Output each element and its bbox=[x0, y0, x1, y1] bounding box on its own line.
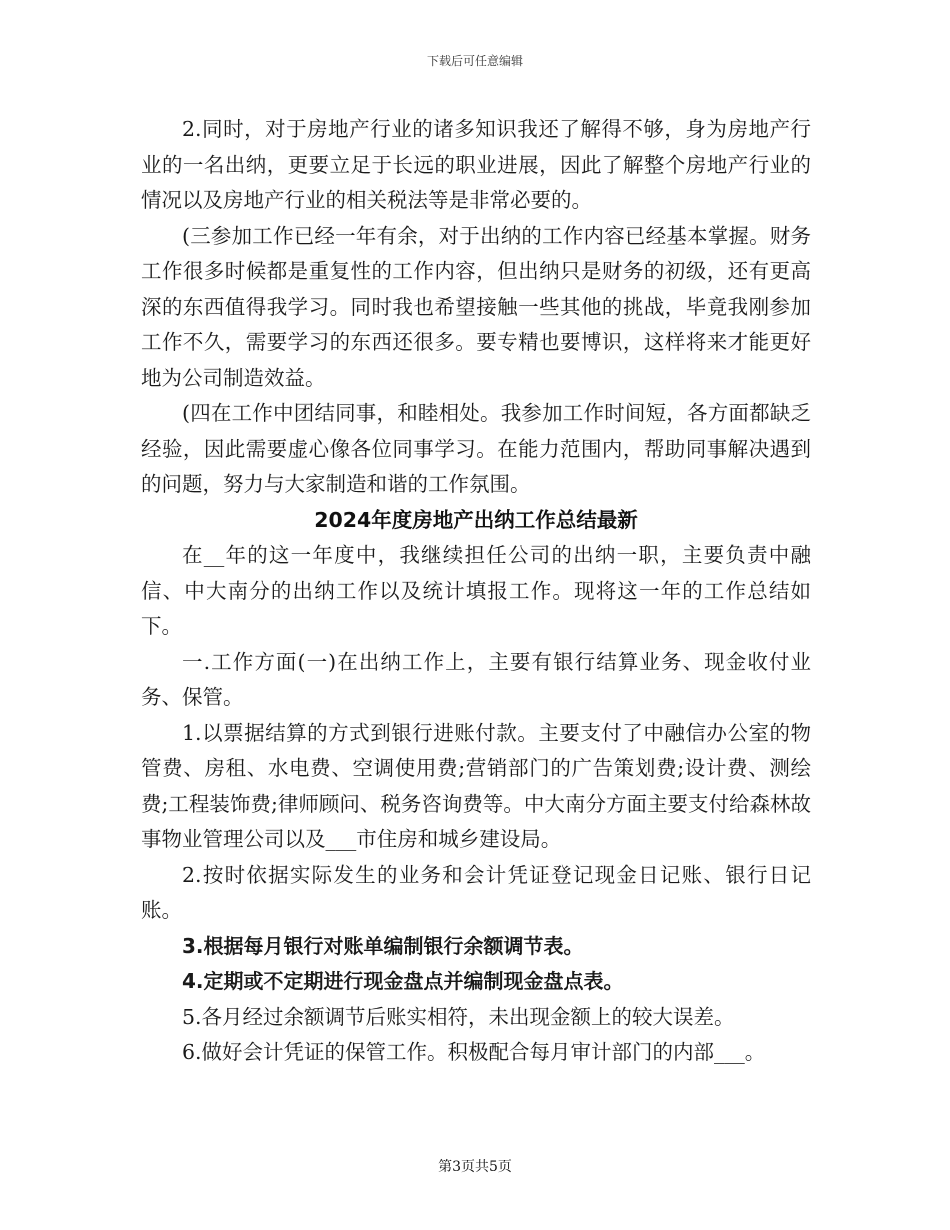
paragraph: (四在工作中团结同事，和睦相处。我参加工作时间短，各方面都缺乏经验，因此需要虚心像各位同事学习。在能力范围内，帮助同事解决遇到的问题，努力与大家制造和谐的工作氛围。 bbox=[141, 401, 811, 496]
page-footer: 第3页共5页 bbox=[438, 1159, 512, 1175]
paragraph: 1.以票据结算的方式到银行进账付款。主要支付了中融信办公室的物管费、房租、水电费、空调使用费;营销部门的广告策划费;设计费、测绘费;工程装饰费;律师顾问、税务咨询费等。中大南分方面主要支付给森林故事物业管理公司以及___市住房和城乡建设局。 bbox=[141, 720, 811, 851]
paragraph: 一.工作方面(一)在出纳工作上，主要有银行结算业务、现金收付业务、保管。 bbox=[141, 649, 811, 709]
section-title: 2024年度房地产出纳工作总结最新 bbox=[314, 507, 638, 532]
paragraph: 2.同时，对于房地产行业的诸多知识我还了解得不够，身为房地产行业的一名出纳，更要立足于长远的职业进展，因此了解整个房地产行业的情况以及房地产行业的相关税法等是非常必要的。 bbox=[141, 117, 811, 212]
bold-paragraph: 4.定期或不定期进行现金盘点并编制现金盘点表。 bbox=[182, 969, 624, 993]
page-header: 下载后可任意编辑 bbox=[426, 54, 523, 68]
paragraph: 在__年的这一年度中，我继续担任公司的出纳一职，主要负责中融信、中大南分的出纳工作以及统计填报工作。现将这一年的工作总结如下。 bbox=[141, 543, 811, 638]
paragraph: (三参加工作已经一年有余，对于出纳的工作内容已经基本掌握。财务工作很多时候都是重复性的工作内容，但出纳只是财务的初级，还有更高深的东西值得我学习。同时我也希望接触一些其他的挑战，毕竟我刚参加工作不久，需要学习的东西还很多。要专精也要博识，这样将来才能更好地为公司制造效益。 bbox=[141, 223, 811, 390]
bold-paragraph: 3.根据每月银行对账单编制银行余额调节表。 bbox=[182, 933, 584, 958]
paragraph: 6.做好会计凭证的保管工作。积极配合每月审计部门的内部___。 bbox=[182, 1040, 766, 1064]
paragraph: 5.各月经过余额调节后账实相符，未出现金额上的较大误差。 bbox=[182, 1004, 735, 1029]
paragraph: 2.按时依据实际发生的业务和会计凭证登记现金日记账、银行日记账。 bbox=[141, 862, 811, 922]
document-body bbox=[141, 112, 811, 1071]
